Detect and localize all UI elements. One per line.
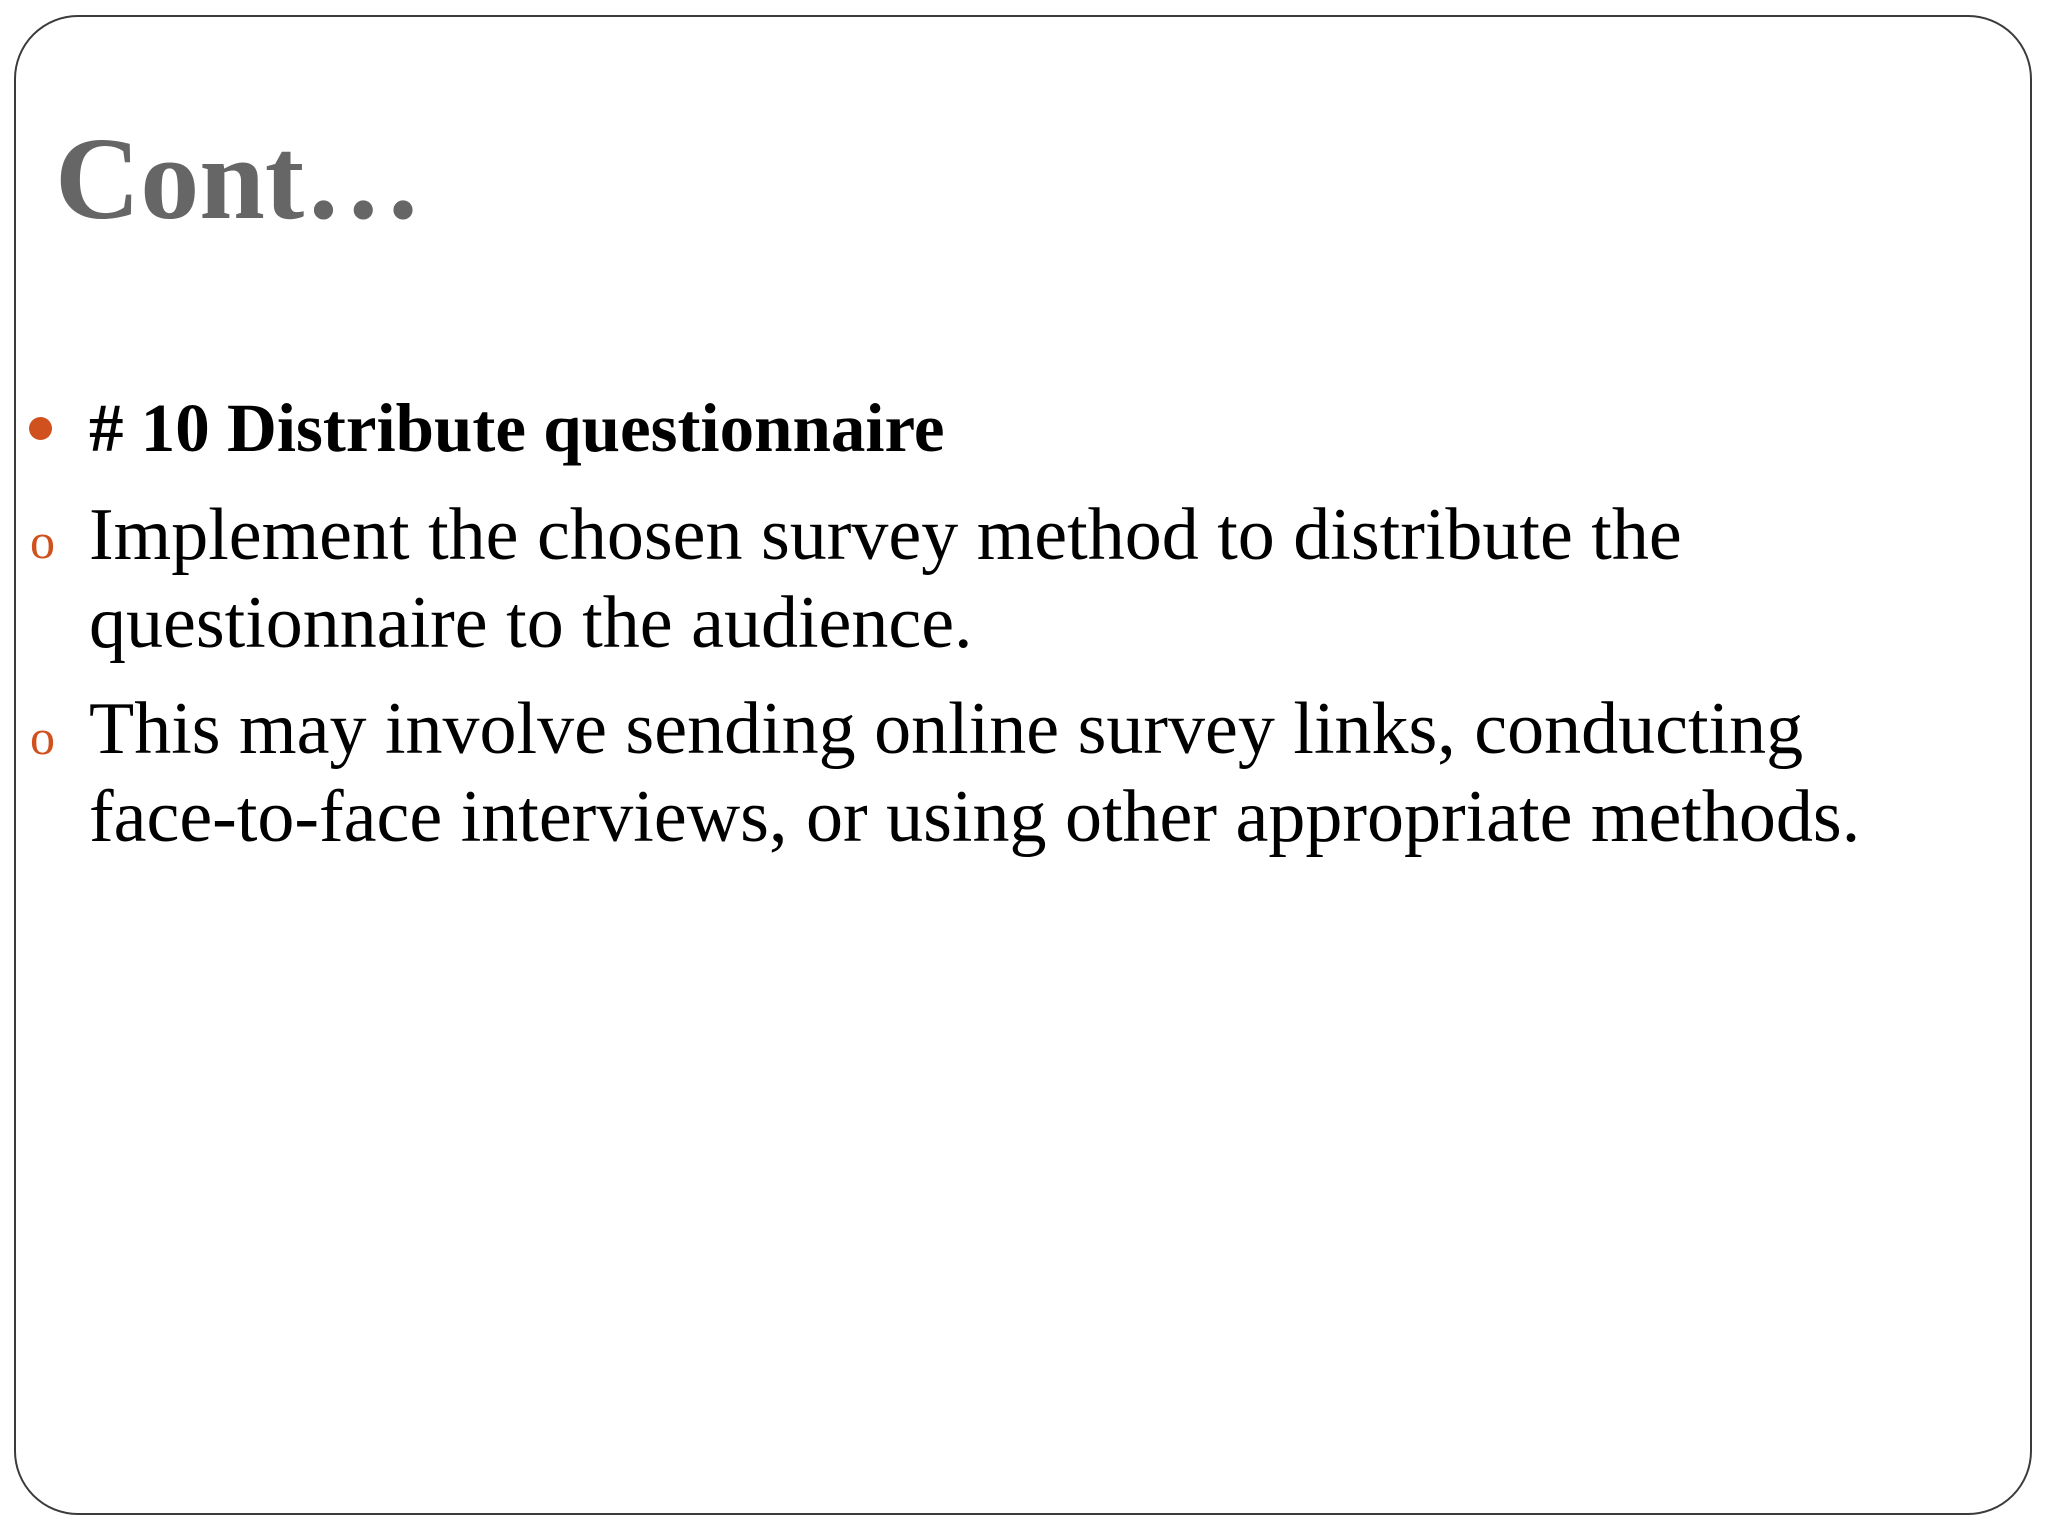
hollow-circle-bullet-icon: o — [30, 513, 55, 569]
sub-bullet-involve-text — [89, 685, 1989, 861]
bullet-dot-icon — [29, 417, 52, 440]
sub-bullet-implement-text — [89, 491, 1989, 667]
sub-bullet-involve-line-2: face-to-face interviews, or using other appropriate methods. — [89, 776, 1861, 858]
sub-bullet-involve-line-1: This may involve sending online survey links, conducting — [89, 688, 1804, 770]
sub-bullet-implement-line-2: questionnaire to the audience. — [89, 582, 973, 664]
sub-bullet-implement-line-1: Implement the chosen survey method to distribute the — [89, 494, 1682, 576]
hollow-circle-bullet-icon: o — [30, 709, 55, 765]
bullet-heading-text: # 10 Distribute questionnaire — [89, 390, 945, 466]
slide-title: Cont… — [55, 113, 423, 244]
